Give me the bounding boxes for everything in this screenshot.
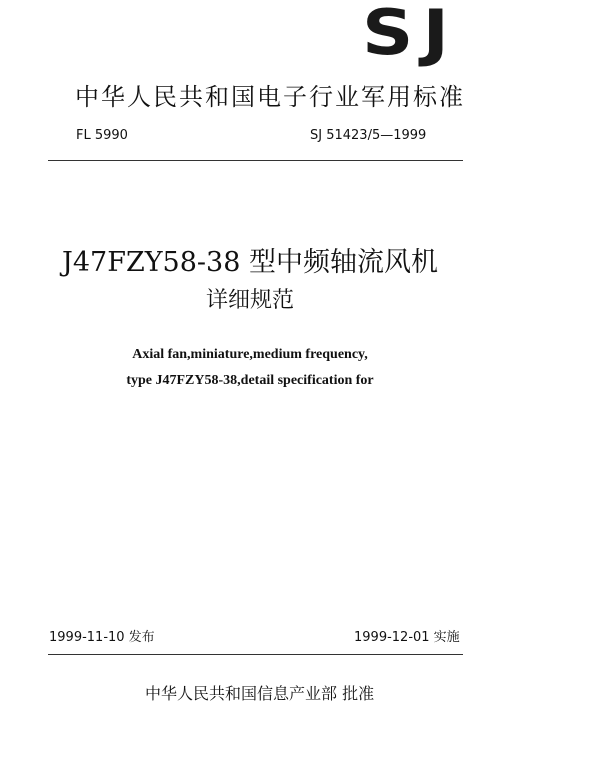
document-subtitle-chinese: 详细规范: [205, 288, 294, 313]
document-title-english-line2: type J47FZY58-38,detail specification for: [126, 373, 374, 388]
effective-date: 1999-12-01 实施: [354, 630, 460, 645]
document-title-chinese: J47FZY58-38 型中频轴流风机: [62, 247, 438, 278]
approving-authority: 中华人民共和国信息产业部 批准: [145, 684, 375, 703]
header-divider: [48, 160, 463, 161]
document-title-english-line1: Axial fan,miniature,medium frequency,: [132, 347, 368, 362]
standard-number: SJ 51423/5—1999: [310, 128, 427, 143]
standard-category-heading: 中华人民共和国电子行业军用标准: [75, 83, 465, 111]
footer-divider: [48, 654, 463, 655]
fl-classification-code: FL 5990: [76, 128, 128, 143]
sj-logo: SJ: [362, 0, 459, 69]
issue-date: 1999-11-10 发布: [49, 630, 155, 645]
